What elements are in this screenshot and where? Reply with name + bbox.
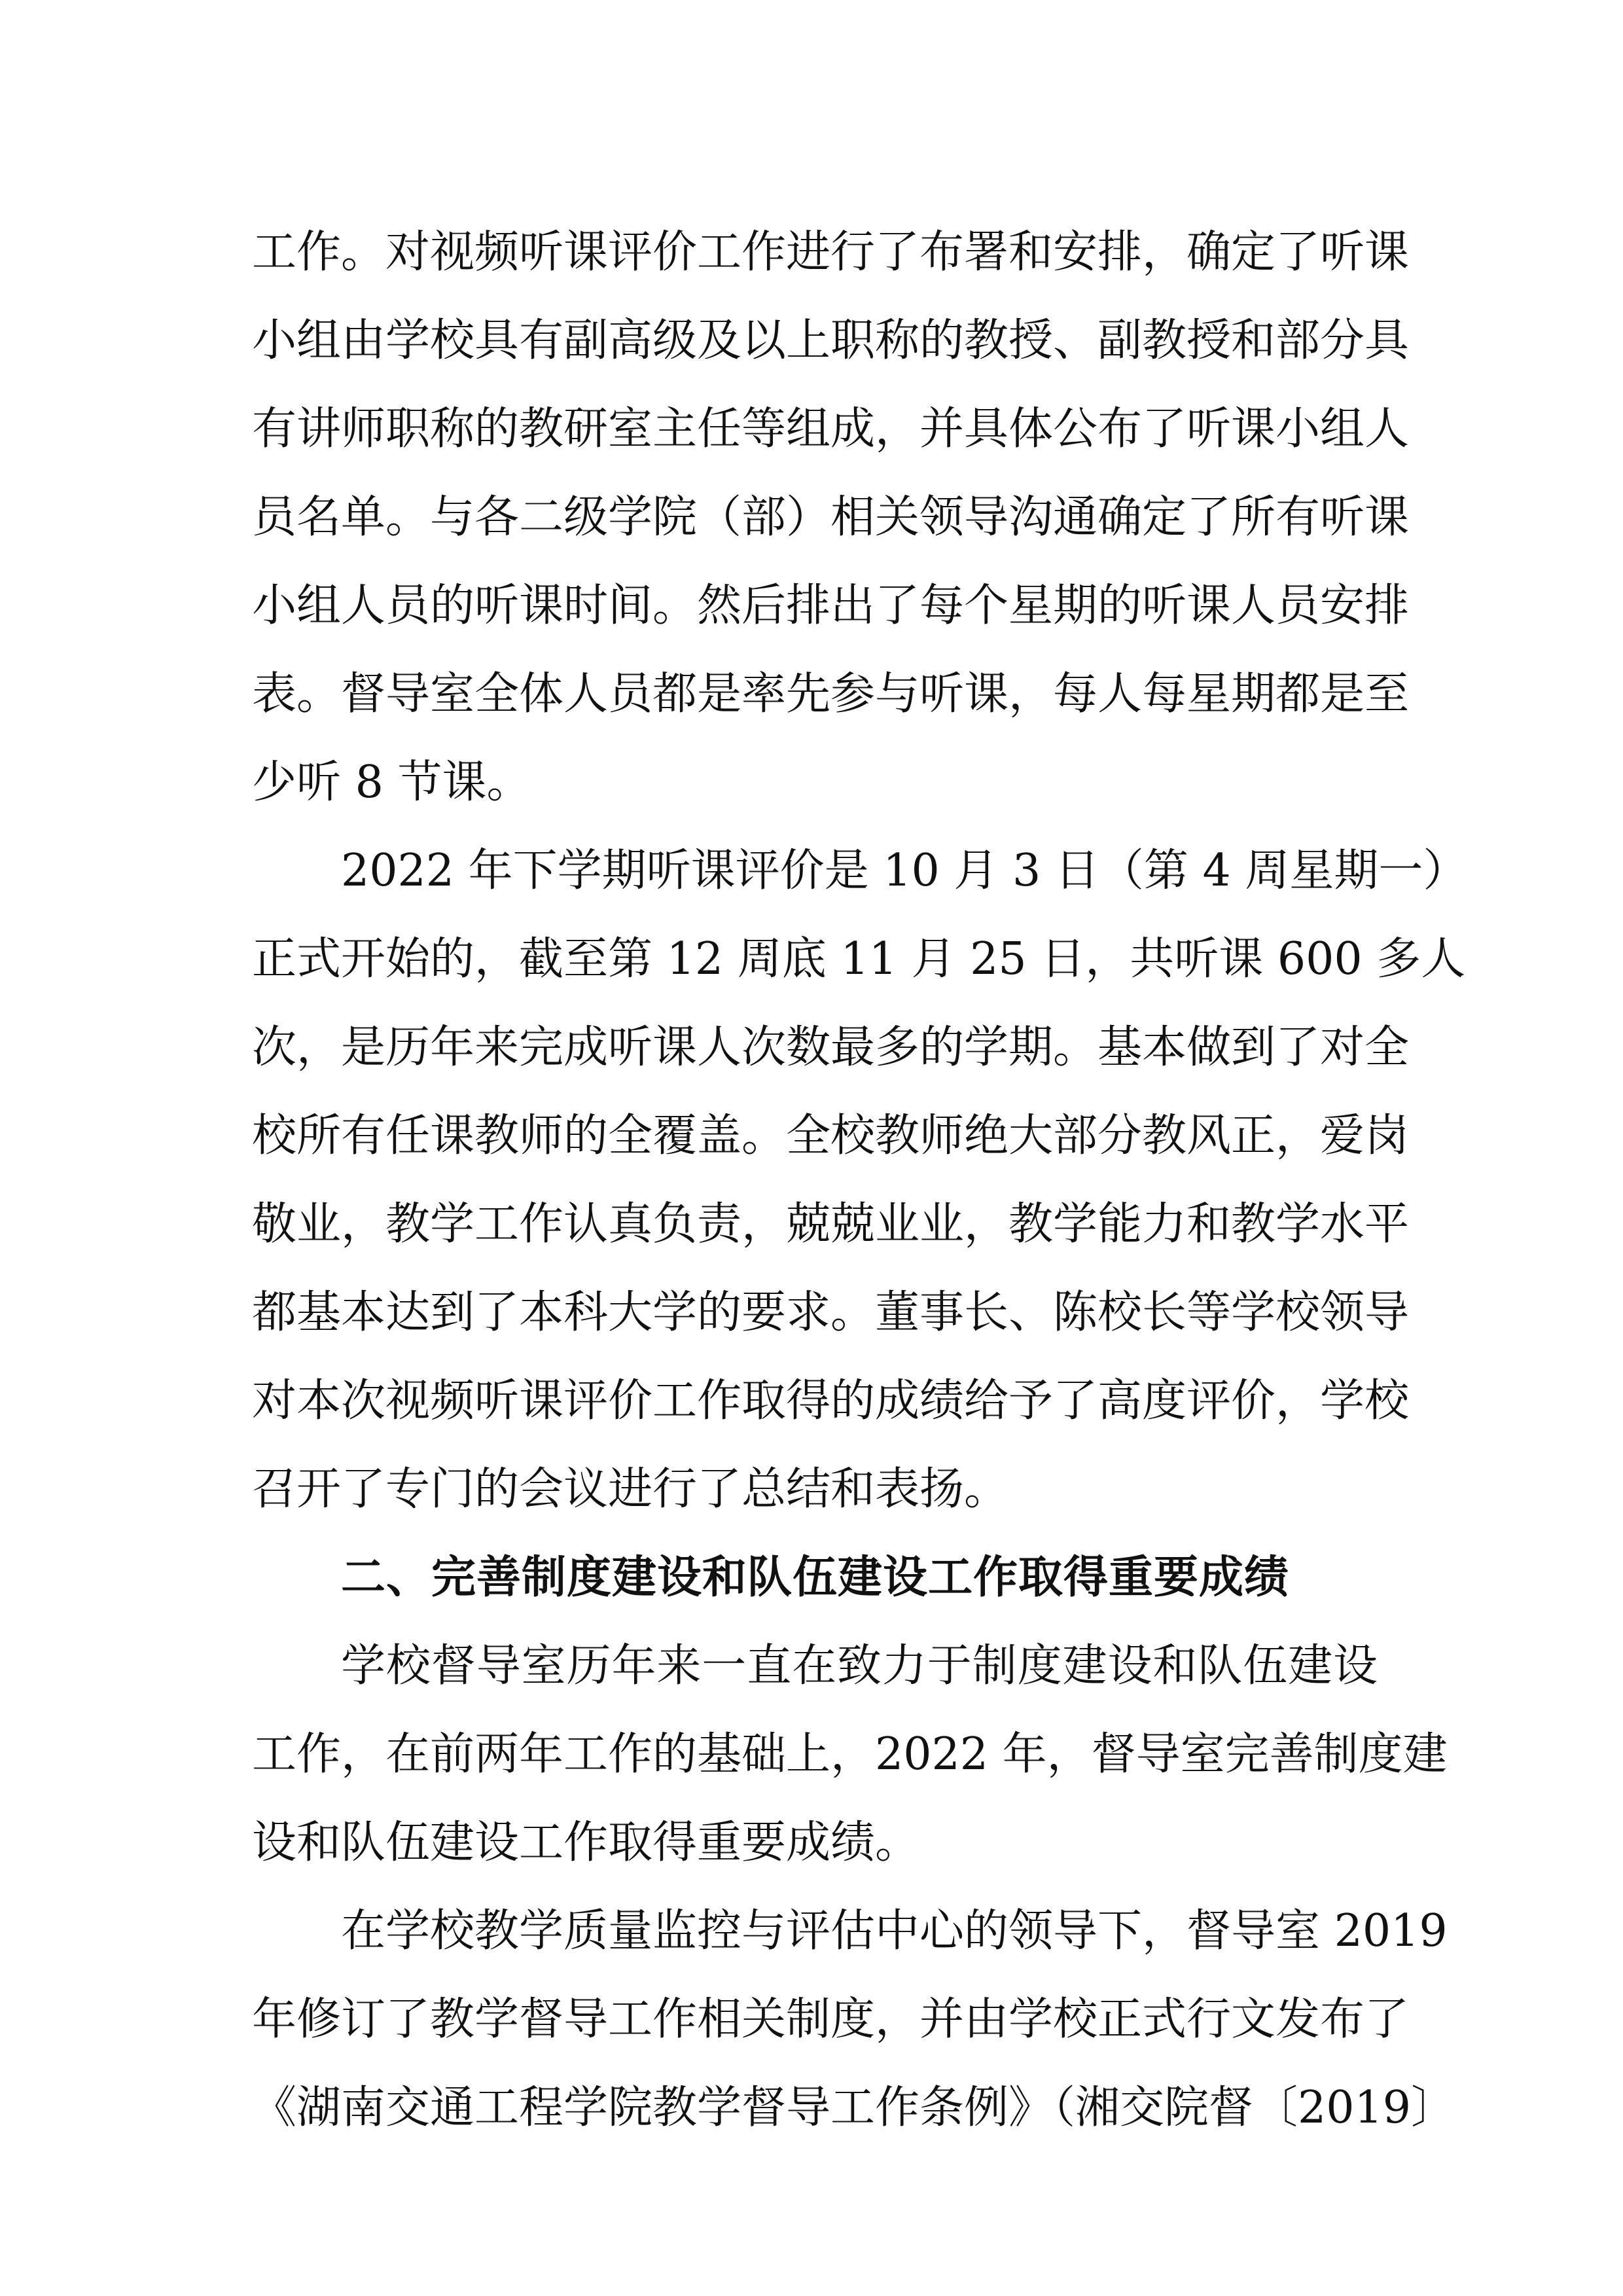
text-line-21: 年修订了教学督导工作相关制度，并由学校正式行文发布了 (252, 1994, 1410, 2045)
text-line-20: 在学校教学质量监控与评估中心的领导下，督导室 2019 (341, 1905, 1448, 1957)
section-heading: 二、完善制度建设和队伍建设工作取得重要成绩 (341, 1552, 1290, 1604)
body-text (252, 208, 1468, 2152)
text-line-8: 2022 年下学期听课评价是 10 月 3 日（第 4 周星期一） (341, 845, 1468, 897)
text-line-22: 《湖南交通工程学院教学督导工作条例》（湘交院督〔2019〕 (252, 2082, 1456, 2134)
text-line-7: 少听 8 节课。 (252, 757, 531, 808)
text-line-15: 召开了专门的会议进行了总结和表扬。 (252, 1463, 1009, 1515)
text-line-1: 工作。对视频听课评价工作进行了布署和安排，确定了听课 (252, 226, 1410, 278)
text-line-3: 有讲师职称的教研室主任等组成，并具体公布了听课小组人 (252, 403, 1410, 455)
text-line-12: 敬业，教学工作认真负责，兢兢业业，教学能力和教学水平 (252, 1198, 1410, 1250)
text-line-6: 表。督导室全体人员都是率先参与听课，每人每星期都是至 (252, 668, 1410, 720)
text-line-13: 都基本达到了本科大学的要求。董事长、陈校长等学校领导 (252, 1287, 1410, 1338)
text-line-9: 正式开始的，截至第 12 周底 11 月 25 日，共听课 600 多人 (252, 933, 1466, 985)
text-line-18: 工作，在前两年工作的基础上，2022 年，督导室完善制度建 (252, 1729, 1448, 1780)
text-line-10: 次，是历年来完成听课人次数最多的学期。基本做到了对全 (252, 1022, 1410, 1073)
text-line-11: 校所有任课教师的全覆盖。全校教师绝大部分教风正，爱岗 (252, 1110, 1410, 1162)
text-line-4: 员名单。与各二级学院（部）相关领导沟通确定了所有听课 (252, 492, 1410, 543)
text-line-5: 小组人员的听课时间。然后排出了每个星期的听课人员安排 (252, 580, 1410, 632)
text-line-2: 小组由学校具有副高级及以上职称的教授、副教授和部分具 (252, 315, 1410, 367)
text-line-17: 学校督导室历年来一直在致力于制度建设和队伍建设 (341, 1640, 1378, 1692)
text-line-14: 对本次视频听课评价工作取得的成绩给予了高度评价，学校 (252, 1375, 1410, 1427)
text-line-19: 设和队伍建设工作取得重要成绩。 (252, 1817, 920, 1869)
